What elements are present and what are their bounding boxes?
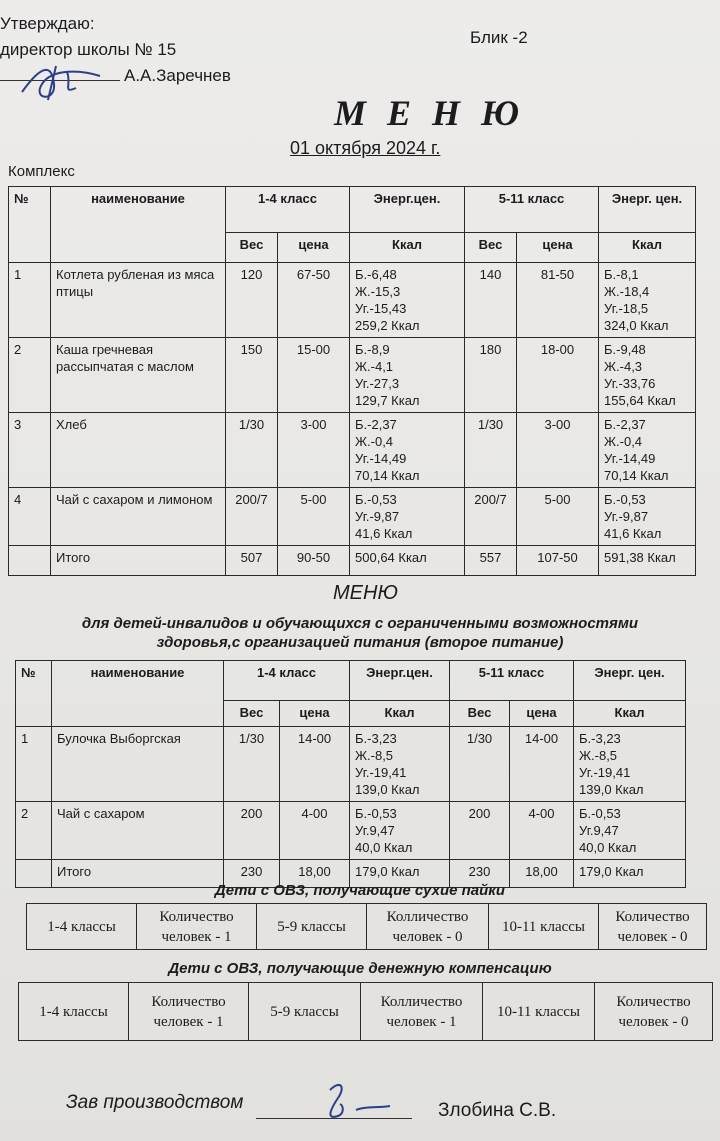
header-name: наименование xyxy=(52,661,224,727)
second-menu-table xyxy=(15,660,686,888)
subheader-weight-2: Вес xyxy=(465,233,517,263)
total-weight-1-4: 507 xyxy=(226,546,278,576)
row-name: Чай с сахаром и лимоном xyxy=(51,488,226,546)
header-no: № xyxy=(9,187,51,263)
row-price-1-4: 15-00 xyxy=(278,338,350,413)
table-row xyxy=(16,802,686,860)
menu-title: М Е Н Ю xyxy=(334,93,526,133)
row-no: 1 xyxy=(9,263,51,338)
header-grade-5-11: 5-11 класс xyxy=(465,187,599,233)
row-energy-1-4: Б.-8,9 Ж.-4,1 Уг.-27,3 129,7 Ккал xyxy=(350,338,465,413)
total-weight-5-11: 230 xyxy=(450,860,510,888)
header-grade-1-4: 1-4 класс xyxy=(226,187,350,233)
director-signature xyxy=(12,54,112,104)
row-weight-5-11: 200/7 xyxy=(465,488,517,546)
dry-count-10-11: Количество человек - 0 xyxy=(599,904,707,950)
row-energy-1-4: Б.-0,53 Уг.9,47 40,0 Ккал xyxy=(350,802,450,860)
money-grade-1-4: 1-4 классы xyxy=(19,983,129,1041)
money-count-5-9: Колличество человек - 1 xyxy=(361,983,483,1041)
header-grade-5-11: 5-11 класс xyxy=(450,661,574,701)
total-energy-1-4: 500,64 Ккал xyxy=(350,546,465,576)
total-energy-1-4: 179,0 Ккал xyxy=(350,860,450,888)
footer-role: Зав производством xyxy=(66,1092,244,1113)
footer-signature xyxy=(300,1076,400,1126)
row-no: 3 xyxy=(9,413,51,488)
table-header-row xyxy=(9,187,696,233)
row-energy-5-11: Б.-0,53 Уг.9,47 40,0 Ккал xyxy=(574,802,686,860)
dry-grade-10-11: 10-11 классы xyxy=(489,904,599,950)
subheader-price: цена xyxy=(278,233,350,263)
row-energy-5-11: Б.-9,48 Ж.-4,3 Уг.-33,76 155,64 Ккал xyxy=(599,338,696,413)
money-grade-10-11: 10-11 классы xyxy=(483,983,595,1041)
dry-grade-5-9: 5-9 классы xyxy=(257,904,367,950)
complex-label: Комплекс xyxy=(8,163,75,180)
money-count-1-4: Количество человек - 1 xyxy=(129,983,249,1041)
subheader-kcal: Ккал xyxy=(350,701,450,727)
row-no: 2 xyxy=(16,802,52,860)
table-row xyxy=(9,338,696,413)
subheader-weight-2: Вес xyxy=(450,701,510,727)
row-energy-5-11: Б.-0,53 Уг.-9,87 41,6 Ккал xyxy=(599,488,696,546)
total-price-1-4: 18,00 xyxy=(280,860,350,888)
row-price-1-4: 4-00 xyxy=(280,802,350,860)
row-price-5-11: 5-00 xyxy=(517,488,599,546)
row-price-5-11: 4-00 xyxy=(510,802,574,860)
row-energy-5-11: Б.-2,37 Ж.-0,4 Уг.-14,49 70,14 Ккал xyxy=(599,413,696,488)
row-price-5-11: 14-00 xyxy=(510,727,574,802)
row-weight-1-4: 120 xyxy=(226,263,278,338)
subheader-weight: Вес xyxy=(226,233,278,263)
director-name: А.А.Заречнев xyxy=(124,66,231,85)
row-name: Каша гречневая рассыпчатая с маслом xyxy=(51,338,226,413)
row-price-1-4: 3-00 xyxy=(278,413,350,488)
row-name: Чай с сахаром xyxy=(52,802,224,860)
header-grade-1-4: 1-4 класс xyxy=(224,661,350,701)
subheader-weight: Вес xyxy=(224,701,280,727)
row-weight-1-4: 1/30 xyxy=(224,727,280,802)
total-energy-5-11: 179,0 Ккал xyxy=(574,860,686,888)
total-no-empty xyxy=(9,546,51,576)
header-energy-2: Энерг. цен. xyxy=(574,661,686,701)
row-energy-1-4: Б.-2,37 Ж.-0,4 Уг.-14,49 70,14 Ккал xyxy=(350,413,465,488)
dry-count-1-4: Количество человек - 1 xyxy=(137,904,257,950)
total-weight-5-11: 557 xyxy=(465,546,517,576)
table-row xyxy=(9,488,696,546)
dry-count-5-9: Колличество человек - 0 xyxy=(367,904,489,950)
subheader-price-2: цена xyxy=(510,701,574,727)
row-no: 1 xyxy=(16,727,52,802)
row-weight-5-11: 180 xyxy=(465,338,517,413)
subheader-kcal-2: Ккал xyxy=(599,233,696,263)
row-name: Хлеб xyxy=(51,413,226,488)
header-energy: Энерг.цен. xyxy=(350,661,450,701)
total-label: Итого xyxy=(51,546,226,576)
table-row xyxy=(9,413,696,488)
total-row xyxy=(9,546,696,576)
approve-label: Утверждаю: xyxy=(0,14,95,33)
table-row xyxy=(16,727,686,802)
row-weight-5-11: 1/30 xyxy=(450,727,510,802)
blank-number: Блик -2 xyxy=(470,28,528,47)
dry-grade-1-4: 1-4 классы xyxy=(27,904,137,950)
money-compensation-title: Дети с ОВЗ, получающие денежную компенсацию xyxy=(168,960,552,977)
header-name: наименование xyxy=(51,187,226,263)
total-price-5-11: 18,00 xyxy=(510,860,574,888)
row-price-5-11: 3-00 xyxy=(517,413,599,488)
header-energy-2: Энерг. цен. xyxy=(599,187,696,233)
total-weight-1-4: 230 xyxy=(224,860,280,888)
row-price-5-11: 81-50 xyxy=(517,263,599,338)
header-no: № xyxy=(16,661,52,727)
total-price-5-11: 107-50 xyxy=(517,546,599,576)
row-weight-5-11: 140 xyxy=(465,263,517,338)
row-price-1-4: 14-00 xyxy=(280,727,350,802)
row-energy-5-11: Б.-3,23 Ж.-8,5 Уг.-19,41 139,0 Ккал xyxy=(574,727,686,802)
money-count-10-11: Количество человек - 0 xyxy=(595,983,713,1041)
row-weight-5-11: 200 xyxy=(450,802,510,860)
row-weight-1-4: 150 xyxy=(226,338,278,413)
row-no: 2 xyxy=(9,338,51,413)
row-energy-1-4: Б.-0,53 Уг.-9,87 41,6 Ккал xyxy=(350,488,465,546)
subheader-price-2: цена xyxy=(517,233,599,263)
row-price-1-4: 5-00 xyxy=(278,488,350,546)
money-compensation-row xyxy=(19,983,713,1041)
row-price-1-4: 67-50 xyxy=(278,263,350,338)
menu2-subtitle: для детей-инвалидов и обучающихся с ограниченными возможностями здоровья,с организацией питания (второе питание) xyxy=(81,615,639,651)
footer-name: Злобина С.В. xyxy=(438,1100,557,1121)
row-energy-1-4: Б.-3,23 Ж.-8,5 Уг.-19,41 139,0 Ккал xyxy=(350,727,450,802)
dry-rations-title: Дети с ОВЗ, получающие сухие пайки xyxy=(214,882,506,899)
row-price-5-11: 18-00 xyxy=(517,338,599,413)
menu-date: 01 октября 2024 г. xyxy=(290,138,441,158)
subheader-kcal: Ккал xyxy=(350,233,465,263)
total-energy-5-11: 591,38 Ккал xyxy=(599,546,696,576)
money-compensation-table xyxy=(18,982,713,1041)
header-energy: Энерг.цен. xyxy=(350,187,465,233)
money-grade-5-9: 5-9 классы xyxy=(249,983,361,1041)
row-energy-5-11: Б.-8,1 Ж.-18,4 Уг.-18,5 324,0 Ккал xyxy=(599,263,696,338)
dry-rations-table xyxy=(26,903,707,950)
director-title: директор школы № 15 xyxy=(0,40,177,59)
row-no: 4 xyxy=(9,488,51,546)
row-weight-5-11: 1/30 xyxy=(465,413,517,488)
menu2-title: МЕНЮ xyxy=(333,582,398,604)
subheader-kcal-2: Ккал xyxy=(574,701,686,727)
total-price-1-4: 90-50 xyxy=(278,546,350,576)
total-label: Итого xyxy=(52,860,224,888)
row-energy-1-4: Б.-6,48 Ж.-15,3 Уг.-15,43 259,2 Ккал xyxy=(350,263,465,338)
subheader-price: цена xyxy=(280,701,350,727)
row-weight-1-4: 200 xyxy=(224,802,280,860)
table-row xyxy=(9,263,696,338)
row-weight-1-4: 1/30 xyxy=(226,413,278,488)
row-weight-1-4: 200/7 xyxy=(226,488,278,546)
table-header-row xyxy=(16,661,686,701)
row-name: Котлета рубленая из мяса птицы xyxy=(51,263,226,338)
row-name: Булочка Выборгская xyxy=(52,727,224,802)
dry-rations-row xyxy=(27,904,707,950)
main-menu-table xyxy=(8,186,696,576)
